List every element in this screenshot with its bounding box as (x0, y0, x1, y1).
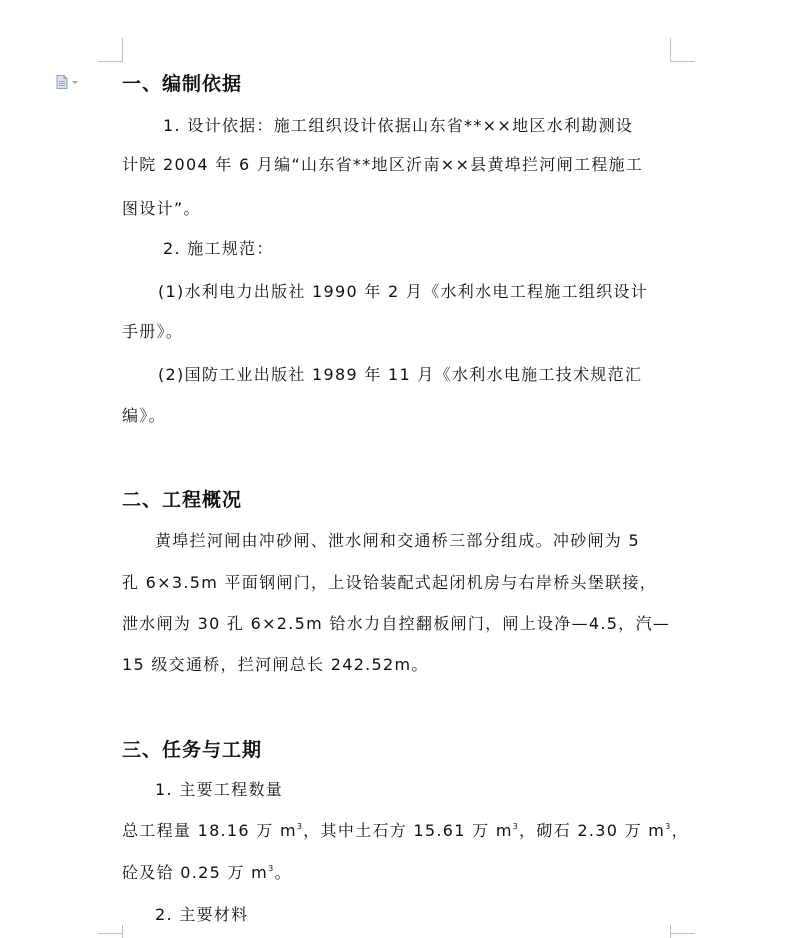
paragraph-line: 2. 主要材料 (155, 905, 249, 924)
paragraph-line: 15 级交通桥，拦河闸总长 242.52m。 (122, 655, 429, 674)
earthwork-text: ，其中土石方 15.61 万 m (303, 821, 513, 840)
period-text: 。 (274, 863, 292, 882)
paragraph-line: 1. 设计依据：施工组织设计依据山东省**××地区水利勘测设 (163, 116, 634, 135)
comma-text: ， (671, 821, 689, 840)
paragraph-line: 1. 主要工程数量 (155, 780, 284, 799)
crop-mark-bottom-left-horizontal (98, 933, 123, 934)
cubic-superscript: 3 (512, 822, 520, 831)
crop-mark-bottom-right-vertical (670, 925, 671, 938)
document-outline-icon[interactable] (56, 74, 82, 88)
concrete-quantity-text: 砼及铪 0.25 万 m (122, 863, 269, 882)
crop-mark-bottom-left-vertical (122, 925, 123, 938)
paragraph-line: 编》。 (122, 406, 166, 425)
paragraph-line: (1)水利电力出版社 1990 年 2 月《水利水电工程施工组织设计 (158, 282, 649, 301)
paragraph-line: 孔 6×3.5m 平面钢闸门，上设铪装配式起闭机房与右岸桥头堡联接， (122, 573, 657, 592)
quantity-line (122, 820, 689, 842)
paragraph-line: 计院 2004 年 6 月编“山东省**地区沂南××县黄埠拦河闸工程施工 (122, 155, 644, 174)
total-quantity-text: 总工程量 18.16 万 m (122, 821, 297, 840)
quantity-line (122, 862, 292, 884)
section-heading-overview: 二、工程概况 (122, 489, 243, 511)
paragraph-line: 黄埠拦河闸由冲砂闸、泄水闸和交通桥三部分组成。冲砂闸为 5 (155, 531, 640, 550)
crop-mark-top-left-horizontal (98, 61, 123, 62)
paragraph-line: (2)国防工业出版社 1989 年 11 月《水利水电施工技术规范汇 (158, 365, 643, 384)
section-heading-tasks: 三、任务与工期 (122, 739, 263, 761)
section-heading-basis: 一、编制依据 (122, 73, 243, 95)
cubic-superscript: 3 (296, 822, 304, 831)
paragraph-line: 手册》。 (122, 322, 184, 341)
masonry-text: ，砌石 2.30 万 m (519, 821, 666, 840)
crop-mark-top-left-vertical (122, 38, 123, 62)
cubic-superscript: 3 (665, 822, 672, 831)
paragraph-line: 2. 施工规范： (163, 239, 274, 258)
crop-mark-bottom-right-horizontal (670, 933, 695, 934)
cubic-superscript: 3 (268, 864, 275, 873)
crop-mark-top-right-horizontal (670, 61, 695, 62)
paragraph-line: 泄水闸为 30 孔 6×2.5m 铪水力自控翻板闸门，闸上设净—4.5，汽— (122, 614, 671, 633)
paragraph-line: 图设计”。 (122, 199, 201, 218)
crop-mark-top-right-vertical (670, 38, 671, 62)
